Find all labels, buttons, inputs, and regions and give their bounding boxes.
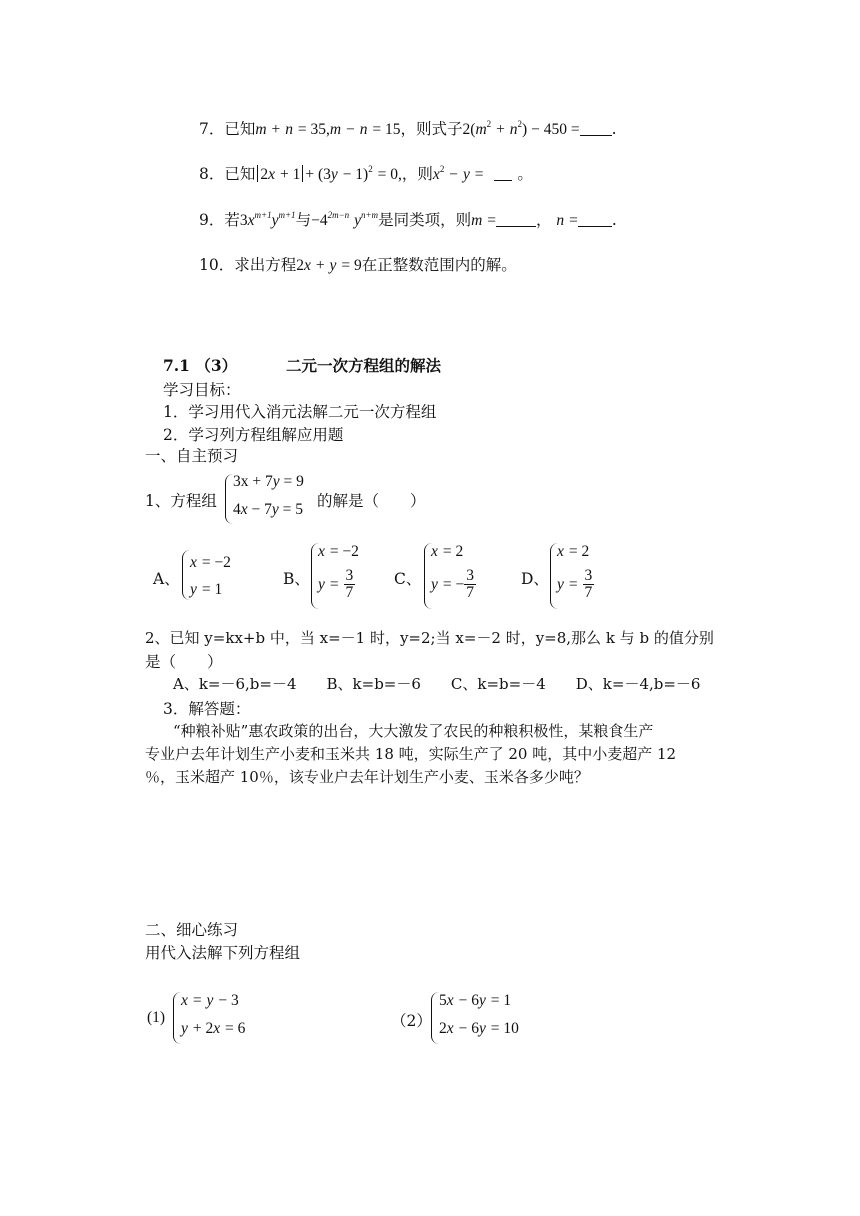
problem-1-label: 1、方程组 — [145, 492, 217, 510]
part1-heading: 一、自主预习 — [145, 447, 239, 465]
exercise-1-label: (1) — [147, 1009, 166, 1026]
goals-heading: 学习目标： — [163, 381, 241, 399]
question-10: 10．求出方程2x + y = 9在正整数范围内的解。 — [199, 256, 517, 274]
equation: 5x − 6y = 1 — [439, 992, 512, 1009]
problem-3-text: “种粮补贴”惠农政策的出台，大大激发了农民的种粮积极性，某粮食生产 — [173, 722, 654, 740]
equation: x = −2 — [318, 543, 359, 560]
question-7: 7．已知m + n = 35,m − n = 15，则式子$2(m^2 + n^2) - 450$ = . — [199, 119, 617, 138]
equation: x = 2 — [431, 543, 464, 560]
equation: y = 1 — [190, 581, 223, 598]
question-8: 8．已知 $2x + 1 + (3y - 1)^2 = 0$,，则$x^2 - y$ = 。 — [199, 164, 533, 183]
problem-1-tail: 的解是（ ） — [317, 492, 426, 510]
equation: 2x − 6y = 10 — [439, 1020, 519, 1037]
part2-heading: 二、细心练习 — [145, 921, 239, 939]
goal-item: 1．学习用代入消元法解二元一次方程组 — [163, 403, 437, 421]
equation: y = $\frac{3}{7}$ — [318, 567, 354, 602]
equation: 4x − 7y = 5 — [233, 501, 304, 518]
equation: y + 2x = 6 — [181, 1020, 246, 1037]
option-b-label: B、 — [283, 570, 310, 588]
problem-3-text: ％，玉米超产 10％，该专业户去年计划生产小麦、玉米各多少吨？ — [145, 768, 589, 786]
goal-item: 2．学习列方程组解应用题 — [163, 426, 344, 444]
problem-2-line1: 2、已知 y=kx+b 中，当 x=－1 时，y=2;当 x=－2 时，y=8,那么 k 与 b 的值分别 — [145, 629, 714, 647]
problem-2-line2: 是（ ） — [145, 653, 223, 671]
equation: y = − $\frac{3}{7}$ — [431, 567, 474, 602]
problem-3-heading: 3．解答题： — [163, 700, 251, 718]
equation: x = −2 — [190, 554, 231, 571]
equation: 3x + 7y = 9 — [233, 473, 304, 490]
exercise-2-label: （2） — [391, 1012, 432, 1030]
equation: x = y − 3 — [181, 992, 239, 1009]
problem-3-text: 专业户去年计划生产小麦和玉米共 18 吨，实际生产了 20 吨，其中小麦超产 12 — [145, 745, 677, 763]
part2-instruction: 用代入法解下列方程组 — [145, 944, 301, 962]
section-number: 7.1 （3） — [163, 356, 238, 375]
problem-2-options: A、k=－6,b=－4 B、k=b=－6 C、k=b=－4 D、k=－4,b=－6 — [173, 675, 701, 693]
equation: y = $\frac{3}{7}$ — [557, 567, 593, 602]
question-9: 9．若$3x^{m+1}y^{m+1}$与$-4^{2m-n}$ $y^{n+m}$是同类项，则m = ， n = . — [199, 210, 617, 229]
option-d-label: D、 — [521, 570, 549, 588]
option-c-label: C、 — [394, 570, 422, 588]
equation: x = 2 — [557, 543, 590, 560]
option-a-label: A、 — [153, 570, 180, 588]
section-title: 二元一次方程组的解法 — [286, 356, 442, 375]
